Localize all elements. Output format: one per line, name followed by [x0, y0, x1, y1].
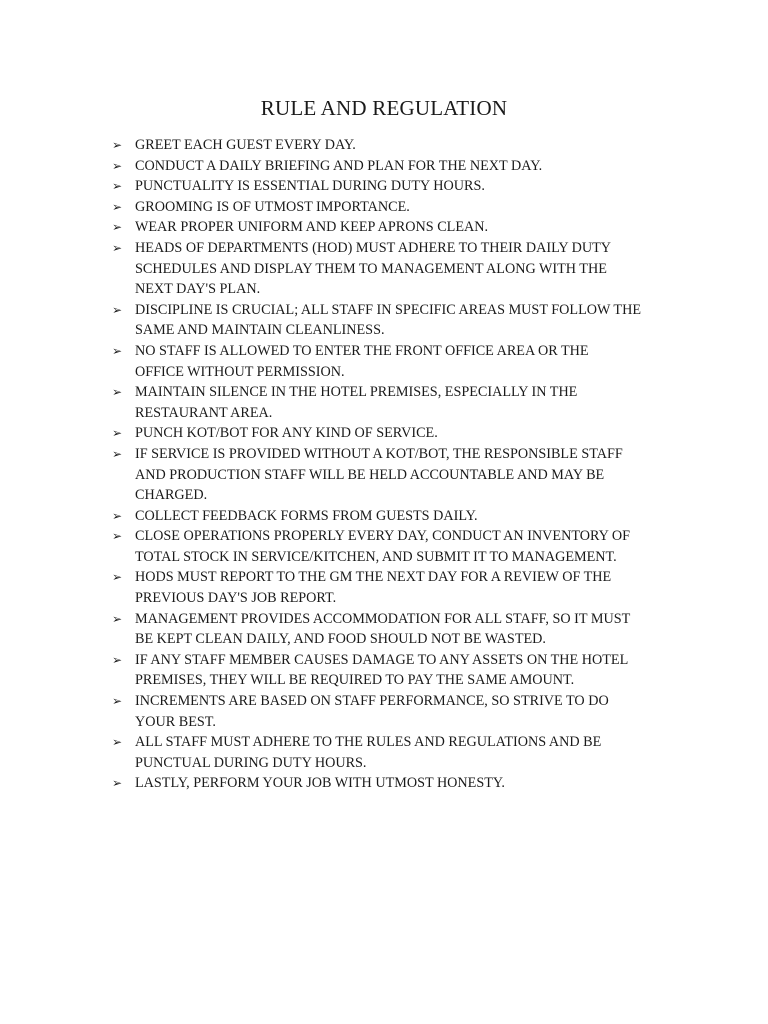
arrow-bullet-icon: ➢: [112, 343, 123, 358]
rule-item-10: [112, 423, 692, 444]
arrow-bullet-icon: ➢: [112, 199, 123, 214]
rule-item-4: [112, 197, 692, 218]
rule-item-1: [112, 135, 692, 156]
arrow-bullet-icon: ➢: [112, 385, 123, 400]
arrow-bullet-icon: ➢: [112, 179, 123, 194]
rule-text: COLLECT FEEDBACK FORMS FROM GUESTS DAILY.: [135, 507, 478, 524]
arrow-bullet-icon: ➢: [112, 529, 123, 544]
rule-text: PUNCH KOT/BOT FOR ANY KIND OF SERVICE.: [135, 425, 438, 442]
rule-text: LASTLY, PERFORM YOUR JOB WITH UTMOST HONESTY.: [135, 775, 505, 792]
arrow-bullet-icon: ➢: [112, 446, 123, 461]
rule-text: MAINTAIN SILENCE IN THE HOTEL PREMISES, ESPECIALLY IN THE RESTAURANT AREA.: [135, 384, 578, 421]
rule-text: CLOSE OPERATIONS PROPERLY EVERY DAY, CONDUCT AN INVENTORY OF TOTAL STOCK IN SERVICE/KITCHEN, AND SUBMIT IT TO MANAGEMENT.: [135, 528, 631, 565]
rule-item-2: [112, 156, 692, 177]
rule-item-6: [112, 238, 692, 300]
rule-item-16: [112, 650, 692, 691]
arrow-bullet-icon: ➢: [112, 611, 123, 626]
rules-list: [112, 135, 692, 794]
arrow-bullet-icon: ➢: [112, 735, 123, 750]
rule-text: ALL STAFF MUST ADHERE TO THE RULES AND REGULATIONS AND BE PUNCTUAL DURING DUTY HOURS.: [135, 734, 602, 771]
rule-item-17: [112, 691, 692, 732]
arrow-bullet-icon: ➢: [112, 694, 123, 709]
rule-text: PUNCTUALITY IS ESSENTIAL DURING DUTY HOURS.: [135, 178, 485, 195]
rule-text: CONDUCT A DAILY BRIEFING AND PLAN FOR THE NEXT DAY.: [135, 157, 543, 174]
arrow-bullet-icon: ➢: [112, 302, 123, 317]
rule-text: IF ANY STAFF MEMBER CAUSES DAMAGE TO ANY ASSETS ON THE HOTEL PREMISES, THEY WILL BE REQUIRED TO PAY THE SAME AMOUNT.: [135, 651, 629, 689]
arrow-bullet-icon: ➢: [112, 138, 123, 152]
rule-item-11: [112, 444, 692, 506]
rule-text: WEAR PROPER UNIFORM AND KEEP APRONS CLEAN.: [135, 219, 489, 236]
arrow-bullet-icon: ➢: [112, 240, 123, 255]
rule-text: HODS MUST REPORT TO THE GM THE NEXT DAY FOR A REVIEW OF THE PREVIOUS DAY'S JOB REPORT.: [135, 569, 612, 607]
rule-item-8: [112, 341, 692, 382]
rule-text: IF SERVICE IS PROVIDED WITHOUT A KOT/BOT, THE RESPONSIBLE STAFF AND PRODUCTION STAFF WILL BE HELD ACCOUNTABLE AND MAY BE CHARGED.: [135, 445, 623, 504]
rule-item-19: [112, 773, 692, 794]
rule-item-13: [112, 526, 692, 567]
rule-item-9: [112, 382, 692, 423]
rule-text: GROOMING IS OF UTMOST IMPORTANCE.: [135, 198, 410, 215]
rule-text: GREET EACH GUEST EVERY DAY.: [135, 137, 356, 153]
rule-text: DISCIPLINE IS CRUCIAL; ALL STAFF IN SPECIFIC AREAS MUST FOLLOW THE SAME AND MAINTAIN CLEANLINESS.: [135, 301, 641, 339]
arrow-bullet-icon: ➢: [112, 220, 123, 235]
arrow-bullet-icon: ➢: [112, 426, 123, 441]
arrow-bullet-icon: ➢: [112, 158, 123, 173]
arrow-bullet-icon: ➢: [112, 776, 123, 791]
rule-item-5: [112, 217, 692, 238]
rule-item-12: [112, 506, 692, 527]
rule-item-14: [112, 567, 692, 608]
arrow-bullet-icon: ➢: [112, 652, 123, 667]
arrow-bullet-icon: ➢: [112, 570, 123, 585]
rule-item-18: [112, 732, 692, 773]
arrow-bullet-icon: ➢: [112, 508, 123, 523]
rule-text: INCREMENTS ARE BASED ON STAFF PERFORMANCE, SO STRIVE TO DO YOUR BEST.: [135, 693, 609, 730]
rule-text: HEADS OF DEPARTMENTS (HOD) MUST ADHERE TO THEIR DAILY DUTY SCHEDULES AND DISPLAY THEM TO MANAGEMENT ALONG WITH THE NEXT DAY'S PLAN.: [135, 239, 612, 298]
document-title: RULE AND REGULATION: [260, 96, 508, 120]
rule-text: NO STAFF IS ALLOWED TO ENTER THE FRONT OFFICE AREA OR THE OFFICE WITHOUT PERMISSION.: [135, 342, 589, 380]
rule-item-3: [112, 176, 692, 197]
rule-item-15: [112, 609, 692, 650]
rule-item-7: [112, 300, 692, 341]
rule-text: MANAGEMENT PROVIDES ACCOMMODATION FOR ALL STAFF, SO IT MUST BE KEPT CLEAN DAILY, AND FOOD SHOULD NOT BE WASTED.: [135, 610, 631, 648]
